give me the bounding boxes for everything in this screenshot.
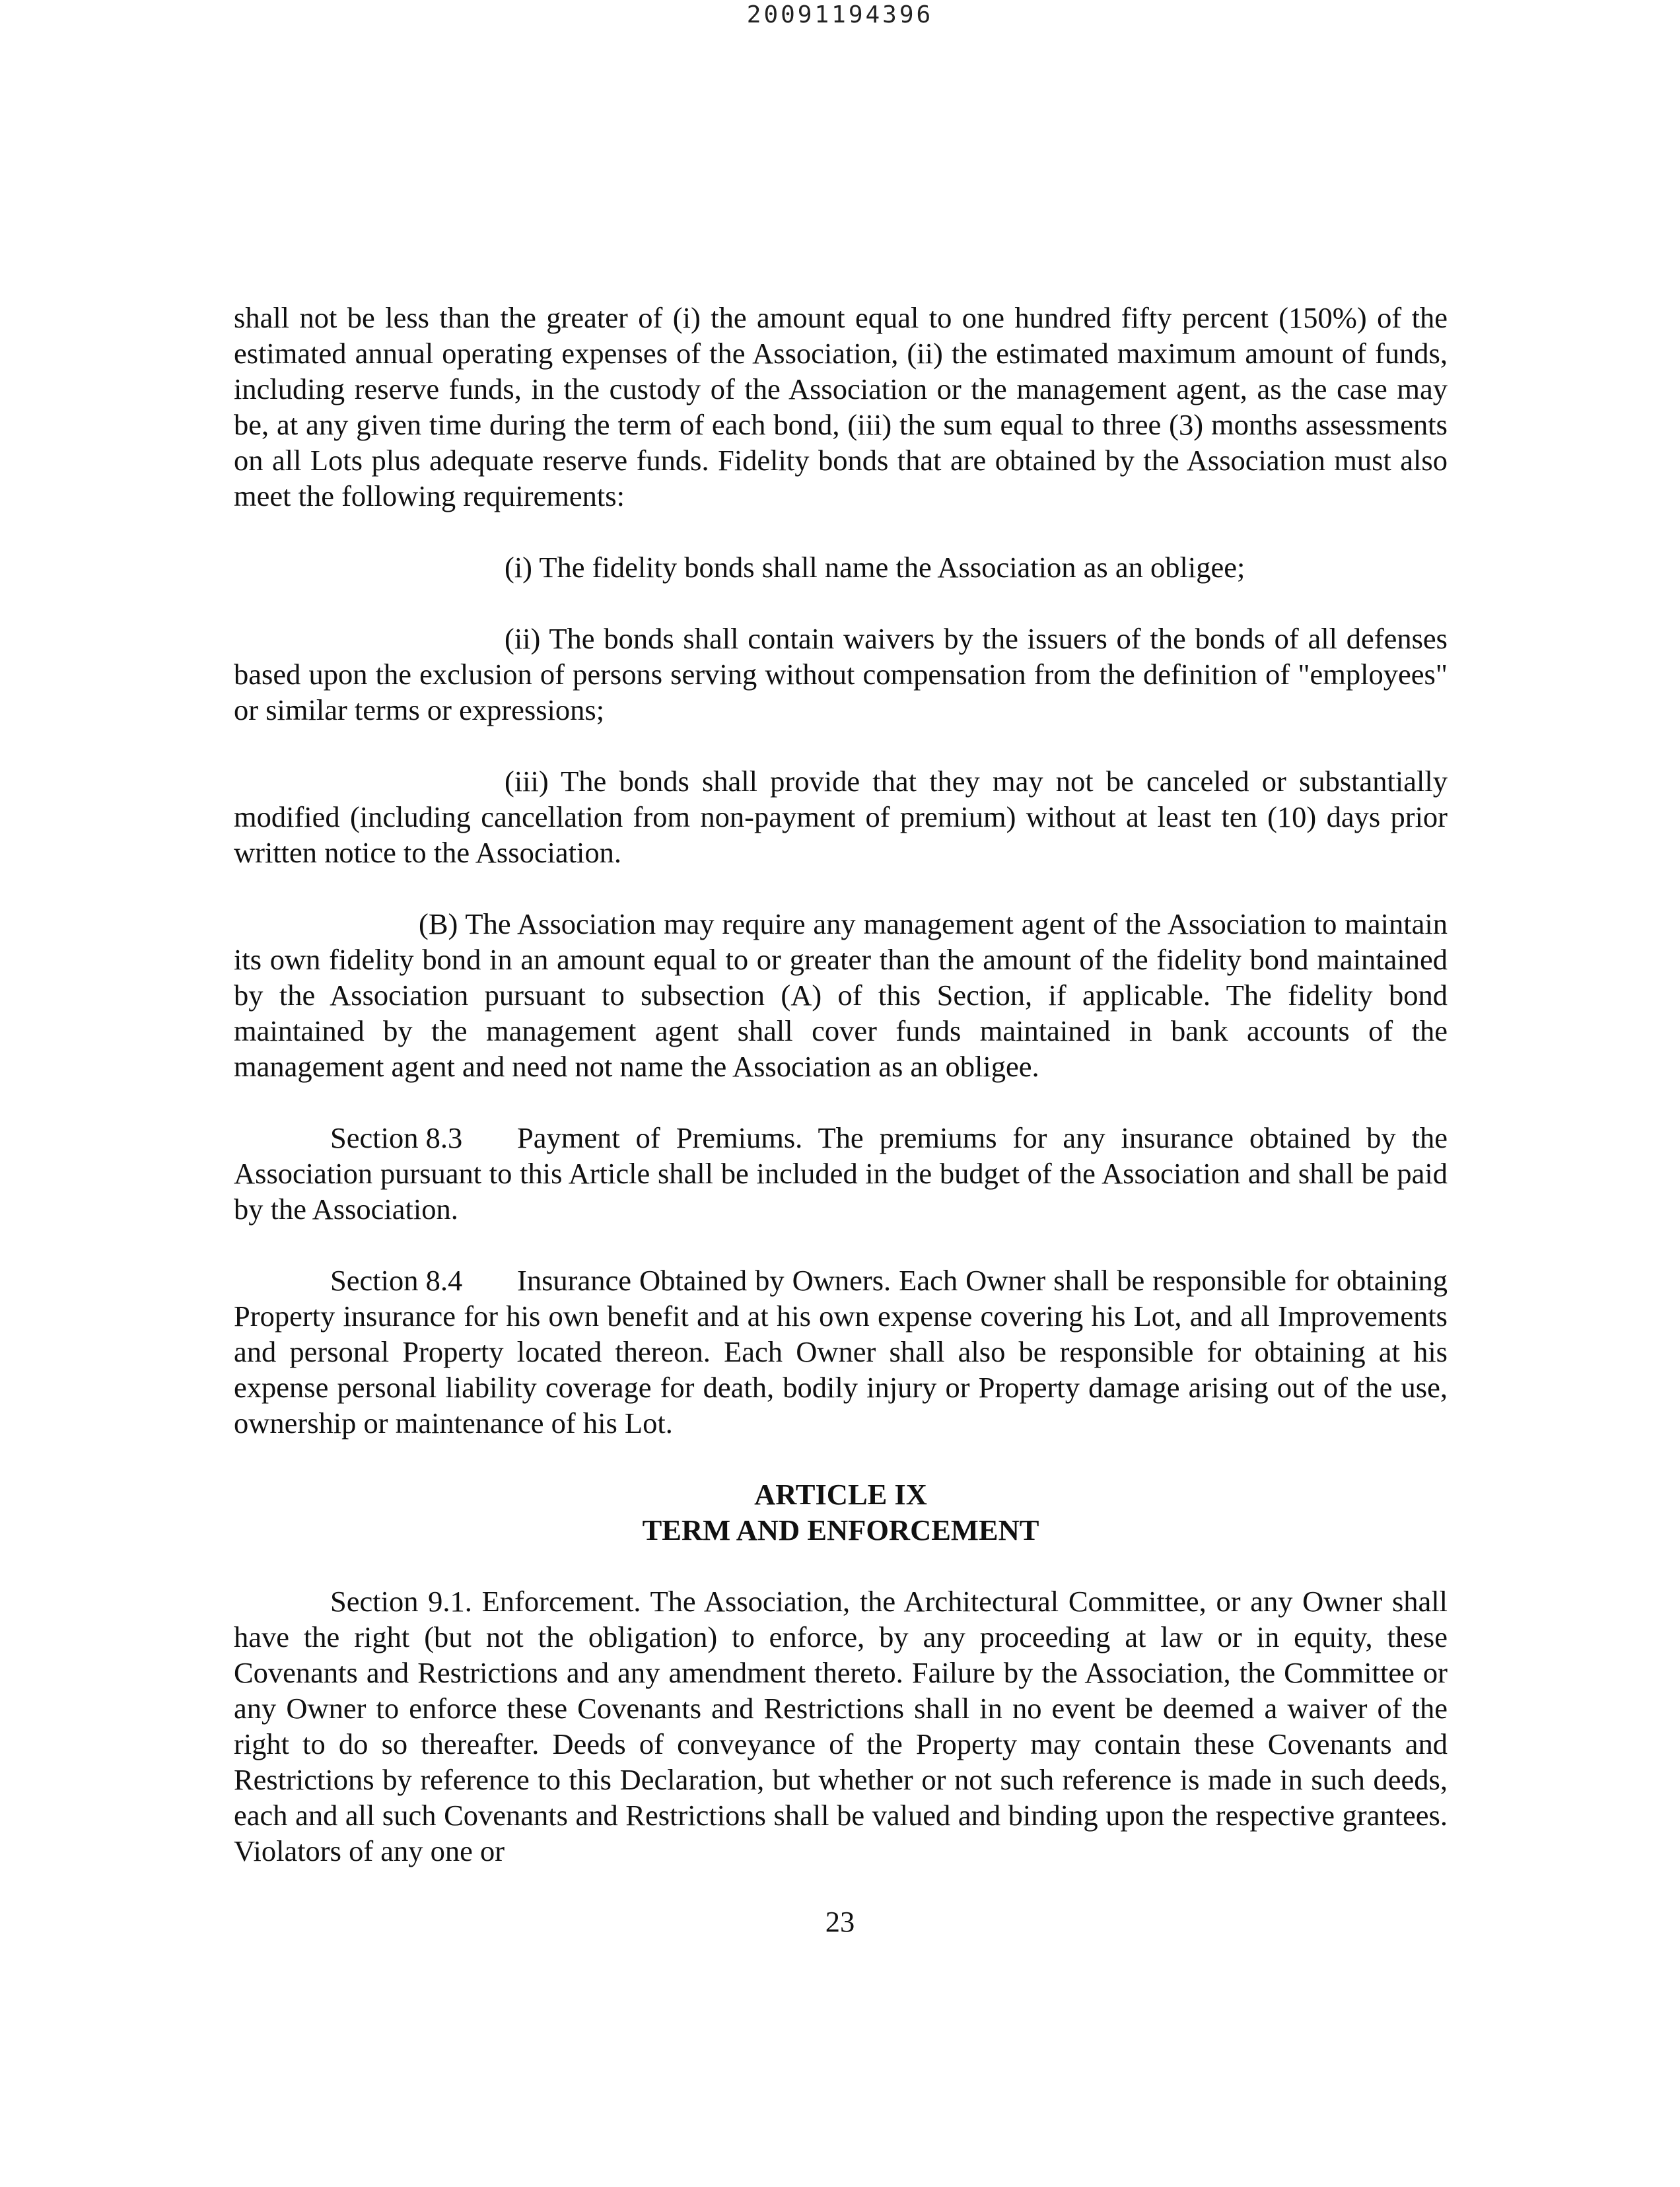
section-8-4-text: Insurance Obtained by Owners. Each Owner shall be responsible for obtaining Property insurance for his own benefit and at his own expense covering his Lot, and all Improvements and personal Property located thereon. Each Owner shall also be responsible for obtaining at his expense personal liability coverage for death, bodily injury or Property damage arising out of the use, ownership or maintenance of his Lot. bbox=[234, 1264, 1448, 1440]
paragraph-fidelity-bond-amount: shall not be less than the greater of (i) the amount equal to one hundred fifty percent (150%) of the estimated annual operating expenses of the Association, (ii) the estimated maximum amount of funds, including reserve funds, in the custody of the Association or the management agent, as the case may be, at any given time during the term of each bond, (iii) the sum equal to three (3) months assessments on all Lots plus adequate reserve funds. Fidelity bonds that are obtained by the Association must also meet the following requirements: bbox=[234, 301, 1448, 512]
document-number: 20091194396 bbox=[746, 1, 934, 28]
section-8-4 bbox=[234, 1263, 1448, 1441]
article-number: ARTICLE IX bbox=[754, 1478, 927, 1511]
requirement-iii: (iii) The bonds shall provide that they may not be canceled or substantially modified (including cancellation from non-payment of premium) without at least ten (10) days prior written notice to the Association. bbox=[234, 765, 1448, 869]
page-number: 23 bbox=[825, 1905, 855, 1938]
section-8-4-number: Section 8.4 bbox=[330, 1264, 463, 1297]
subsection-b: (B) The Association may require any management agent of the Association to maintain its own fidelity bond in an amount equal to or greater than the amount of the fidelity bond maintained by the Association pursuant to subsection (A) of this Section, if applicable. The fidelity bond maintained by the management agent shall cover funds maintained in bank accounts of the management agent and need not name the Association as an obligee. bbox=[234, 907, 1448, 1083]
section-9-1: Section 9.1. Enforcement. The Association, the Architectural Committee, or any Owner shall have the right (but not the obligation) to enforce, by any proceeding at law or in equity, these Covenants and Restrictions and any amendment thereto. Failure by the Association, the Committee or any Owner to enforce these Covenants and Restrictions shall in no event be deemed a waiver of the right to do so thereafter. Deeds of conveyance of the Property may contain these Covenants and Restrictions by reference to this Declaration, but whether or not such reference is made in such deeds, each and all such Covenants and Restrictions shall be valued and binding upon the respective grantees. Violators of any one or bbox=[234, 1585, 1448, 1867]
requirement-ii: (ii) The bonds shall contain waivers by the issuers of the bonds of all defenses based upon the exclusion of persons serving without compensation from the definition of "employees" or similar terms or expressions; bbox=[234, 622, 1448, 726]
section-8-3-text: Payment of Premiums. The premiums for any insurance obtained by the Association pursuant to this Article shall be included in the budget of the Association and shall be paid by the Association. bbox=[234, 1121, 1448, 1226]
section-8-3 bbox=[234, 1120, 1448, 1227]
article-title: TERM AND ENFORCEMENT bbox=[642, 1513, 1039, 1546]
article-heading bbox=[234, 1476, 1448, 1548]
page-body bbox=[234, 300, 1448, 1869]
requirement-i: (i) The fidelity bonds shall name the Association as an obligee; bbox=[505, 551, 1245, 584]
section-8-3-number: Section 8.3 bbox=[330, 1121, 463, 1154]
